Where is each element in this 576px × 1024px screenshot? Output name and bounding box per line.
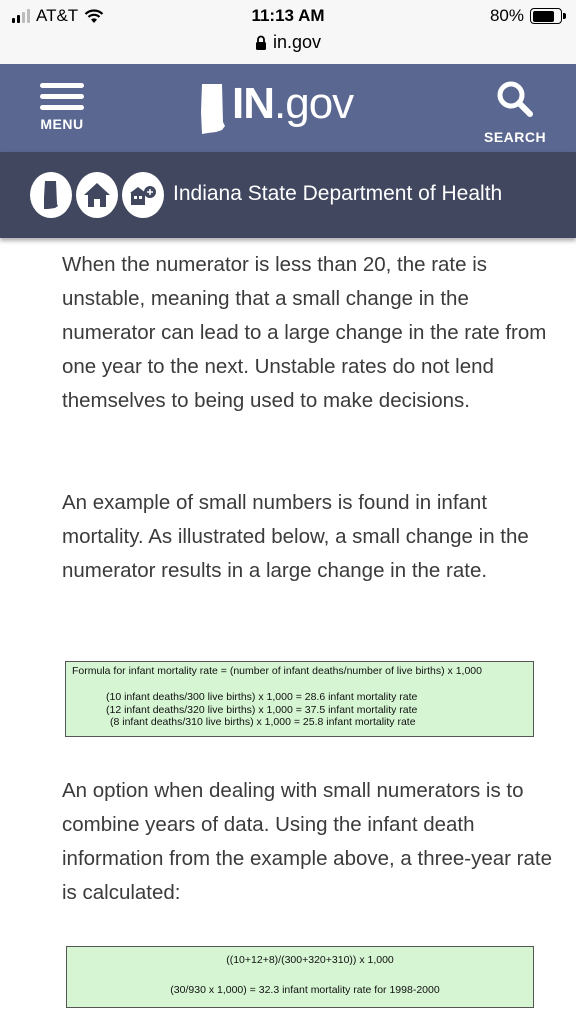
- three-year-rate-box: [66, 946, 534, 1008]
- battery-fill: [533, 11, 555, 22]
- lock-icon: [255, 35, 267, 50]
- infant-mortality-formula-box: [65, 661, 534, 737]
- indiana-state-icon[interactable]: [30, 172, 72, 218]
- battery-percent: 80%: [489, 6, 524, 25]
- agency-icon[interactable]: [122, 172, 164, 218]
- formula-line: (8 infant deaths/310 live births) x 1,000 = 25.8 infant mortality rate: [110, 716, 416, 728]
- paragraph-unstable-rates: When the numerator is less than 20, the rate is unstable, meaning that a small change in the numerator can lead to a large change in the rate from one year to the next. Unstable rates do not lend themselves to being used to make decisions.: [62, 253, 547, 412]
- battery-group: [490, 6, 562, 26]
- status-bar: [0, 0, 576, 64]
- dept-icon-group: [30, 172, 164, 218]
- menu-button[interactable]: [30, 78, 94, 144]
- formula-title: Formula for infant mortality rate = (number of infant deaths/number of live births) x 1,000: [72, 665, 482, 677]
- site-header: [0, 64, 576, 152]
- paragraph-combine-years: An option when dealing with small numerators is to combine years of data. Using the infant death information from the example above, a three-year rate is calculated:: [62, 779, 552, 904]
- department-title[interactable]: Indiana State Department of Health: [173, 182, 503, 205]
- in-gov-logo[interactable]: [198, 79, 354, 138]
- formula-examples: [106, 691, 417, 729]
- search-icon: [496, 80, 534, 118]
- indiana-state-icon: [198, 82, 228, 134]
- search-label: SEARCH: [484, 129, 547, 145]
- paragraph-infant-mortality-example: An example of small numbers is found in infant mortality. As illustrated below, a small change in the numerator results in a large change in the rate.: [62, 491, 529, 582]
- home-icon[interactable]: [76, 172, 118, 218]
- clock: 11:13 AM: [251, 6, 325, 25]
- three-year-result: (30/930 x 1,000) = 32.3 infant mortality rate for 1998-2000: [170, 984, 440, 996]
- url-text: in.gov: [272, 32, 322, 52]
- hamburger-icon: [40, 83, 84, 110]
- three-year-formula: ((10+12+8)/(300+320+310)) x 1,000: [226, 954, 394, 966]
- department-bar: [0, 152, 576, 238]
- formula-line: (12 infant deaths/320 live births) x 1,000 = 37.5 infant mortality rate: [106, 703, 418, 716]
- battery-icon: [530, 8, 562, 24]
- carrier-name: AT&T: [36, 6, 79, 25]
- search-button[interactable]: [484, 80, 546, 145]
- formula-line: (10 infant deaths/300 live births) x 1,000 = 28.6 infant mortality rate: [106, 691, 418, 703]
- logo-text: IN.gov: [232, 79, 354, 128]
- address-bar[interactable]: [0, 32, 576, 53]
- menu-label: MENU: [40, 116, 84, 132]
